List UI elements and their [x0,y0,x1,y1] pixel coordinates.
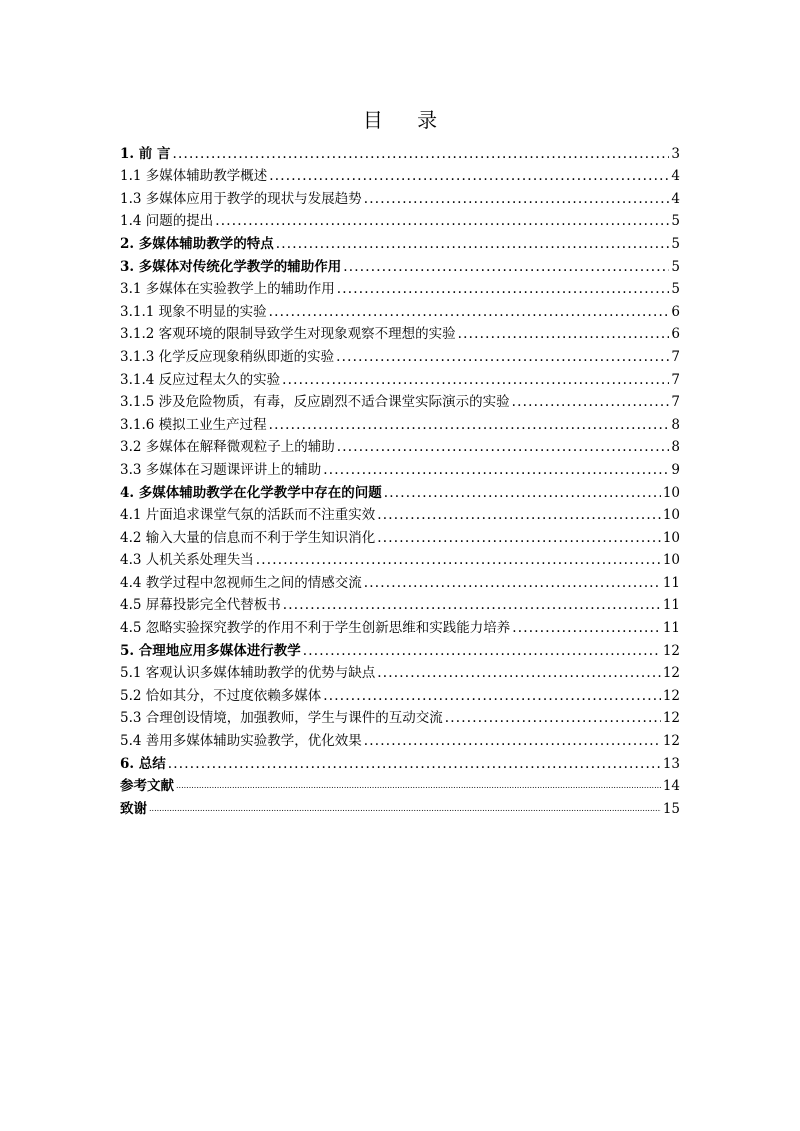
toc-leader-dots [337,280,670,298]
toc-entry[interactable] [120,185,680,208]
toc-entry-label: 2. 多媒体辅助教学的特点 [120,235,274,252]
toc-entry-label: 致谢 [120,800,147,817]
toc-leader-dots [364,732,661,750]
toc-entry-page-number: 10 [662,552,680,569]
toc-entry-page-number: 12 [662,710,680,727]
toc-entry-label: 3.1.5 涉及危险物质，有毒，反应剧烈不适合课堂实际演示的实验 [120,394,510,411]
toc-leader-dots [384,484,661,502]
toc-leader-dots [269,167,669,185]
toc-leader-dots [269,416,670,434]
toc-entry-page-number: 7 [671,371,680,388]
toc-entry[interactable] [120,592,680,615]
toc-entry-page-number: 6 [671,303,680,320]
toc-entry-label: 4.2 输入大量的信息而不利于学生知识消化 [120,529,376,546]
toc-leader-dots [276,235,670,253]
toc-entry-label: 3.1.4 反应过程太久的实验 [120,371,281,388]
toc-entry-label: 3.1 多媒体在实验教学上的辅助作用 [120,281,335,298]
toc-entry-label: 3.1.6 模拟工业生产过程 [120,416,267,433]
toc-leader-dots [343,258,669,276]
toc-entry-page-number: 3 [671,145,680,162]
toc-entry-page-number: 11 [662,620,680,637]
toc-entry-page-number: 12 [662,687,680,704]
toc-entry-label: 5.2 恰如其分，不过度依赖多媒体 [120,687,322,704]
toc-leader-dots [168,755,661,773]
toc-leader-dots [323,461,669,479]
toc-leader-dots [512,619,661,637]
toc-entry-label: 3.1.1 现象不明显的实验 [120,303,267,320]
toc-entry-page-number: 6 [671,326,680,343]
toc-entry-page-number: 5 [671,235,680,252]
toc-entry[interactable] [120,343,680,366]
toc-leader-dots [337,438,670,456]
toc-entry[interactable] [120,750,680,773]
toc-entry-page-number: 12 [662,642,680,659]
toc-entry-label: 1. 前 言 [120,145,171,162]
toc-entry[interactable] [120,614,680,637]
toc-leader-dots [176,781,661,791]
toc-entry-page-number: 7 [671,394,680,411]
toc-entry-label: 5.1 客观认识多媒体辅助教学的优势与缺点 [120,665,376,682]
toc-entry-page-number: 15 [662,800,680,817]
toc-entry-page-number: 8 [671,416,680,433]
toc-leader-dots [364,190,670,208]
table-of-contents [120,140,680,818]
toc-entry[interactable] [120,660,680,683]
toc-entry-label: 参考文献 [120,778,174,795]
toc-entry-label: 1.4 问题的提出 [120,213,214,230]
toc-entry-label: 5.4 善用多媒体辅助实验教学，优化效果 [120,733,362,750]
toc-leader-dots [149,804,661,814]
toc-entry-label: 4.5 忽略实验探究教学的作用不利于学生创新思维和实践能力培养 [120,620,511,637]
toc-leader-dots [377,664,661,682]
toc-entry-page-number: 5 [671,258,680,275]
toc-entry[interactable] [120,230,680,253]
toc-entry-label: 3.3 多媒体在习题课评讲上的辅助 [120,461,322,478]
toc-entry-page-number: 10 [662,507,680,524]
toc-leader-dots [303,642,661,660]
toc-entry[interactable] [120,795,680,818]
toc-entry[interactable] [120,163,680,186]
toc-entry-label: 5. 合理地应用多媒体进行教学 [120,642,301,659]
toc-entry-page-number: 10 [662,529,680,546]
toc-entry-label: 3.1.3 化学反应现象稍纵即逝的实验 [120,348,335,365]
toc-entry-page-number: 4 [671,190,680,207]
toc-entry-label: 4.4 教学过程中忽视师生之间的情感交流 [120,574,362,591]
toc-entry[interactable] [120,298,680,321]
toc-entry[interactable] [120,434,680,457]
toc-entry[interactable] [120,524,680,547]
toc-entry[interactable] [120,637,680,660]
toc-entry-page-number: 8 [671,439,680,456]
toc-leader-dots [377,529,661,547]
toc-entry-label: 3.2 多媒体在解释微观粒子上的辅助 [120,439,335,456]
toc-entry-page-number: 9 [671,461,680,478]
toc-leader-dots [282,371,669,389]
toc-entry-label: 4.5 屏幕投影完全代替板书 [120,597,281,614]
toc-entry-label: 4. 多媒体辅助教学在化学教学中存在的问题 [120,484,382,501]
toc-entry[interactable] [120,727,680,750]
toc-entry[interactable] [120,773,680,796]
toc-entry-label: 4.1 片面追求课堂气氛的活跃而不注重实效 [120,507,376,524]
toc-leader-dots [512,393,670,411]
toc-leader-dots [256,551,661,569]
toc-leader-dots [377,506,661,524]
toc-entry-label: 3.1.2 客观环境的限制导致学生对现象观察不理想的实验 [120,326,456,343]
toc-leader-dots [458,325,670,343]
toc-title: 目 录 [362,108,452,132]
toc-entry-page-number: 10 [662,484,680,501]
toc-entry-page-number: 12 [662,665,680,682]
toc-entry[interactable] [120,366,680,389]
toc-entry-page-number: 5 [671,281,680,298]
toc-entry-page-number: 14 [662,778,680,795]
toc-entry-page-number: 13 [662,755,680,772]
toc-entry[interactable] [120,479,680,502]
toc-entry[interactable] [120,389,680,412]
toc-entry[interactable] [120,140,680,163]
toc-leader-dots [364,574,661,592]
toc-entry-page-number: 11 [662,574,680,591]
toc-leader-dots [336,348,669,366]
toc-entry-page-number: 11 [662,597,680,614]
toc-entry[interactable] [120,705,680,728]
toc-entry-label: 6. 总结 [120,755,166,772]
toc-entry[interactable] [120,253,680,276]
toc-leader-dots [215,212,669,230]
toc-leader-dots [173,145,670,163]
toc-entry-page-number: 4 [671,168,680,185]
toc-entry[interactable] [120,569,680,592]
toc-leader-dots [445,709,661,727]
toc-leader-dots [283,596,661,614]
toc-leader-dots [269,303,670,321]
toc-entry-label: 1.3 多媒体应用于教学的现状与发展趋势 [120,190,362,207]
toc-entry-label: 5.3 合理创设情境，加强教师，学生与课件的互动交流 [120,710,443,727]
toc-leader-dots [323,687,661,705]
toc-entry-page-number: 7 [671,348,680,365]
toc-entry[interactable] [120,547,680,570]
toc-entry-label: 1.1 多媒体辅助教学概述 [120,168,268,185]
toc-entry[interactable] [120,276,680,299]
toc-entry-label: 3. 多媒体对传统化学教学的辅助作用 [120,258,342,275]
toc-entry[interactable] [120,682,680,705]
toc-entry[interactable] [120,456,680,479]
toc-entry[interactable] [120,502,680,525]
toc-entry[interactable] [120,411,680,434]
toc-entry-page-number: 12 [662,733,680,750]
toc-entry-page-number: 5 [671,213,680,230]
toc-entry-label: 4.3 人机关系处理失当 [120,552,254,569]
toc-entry[interactable] [120,321,680,344]
toc-entry[interactable] [120,208,680,231]
